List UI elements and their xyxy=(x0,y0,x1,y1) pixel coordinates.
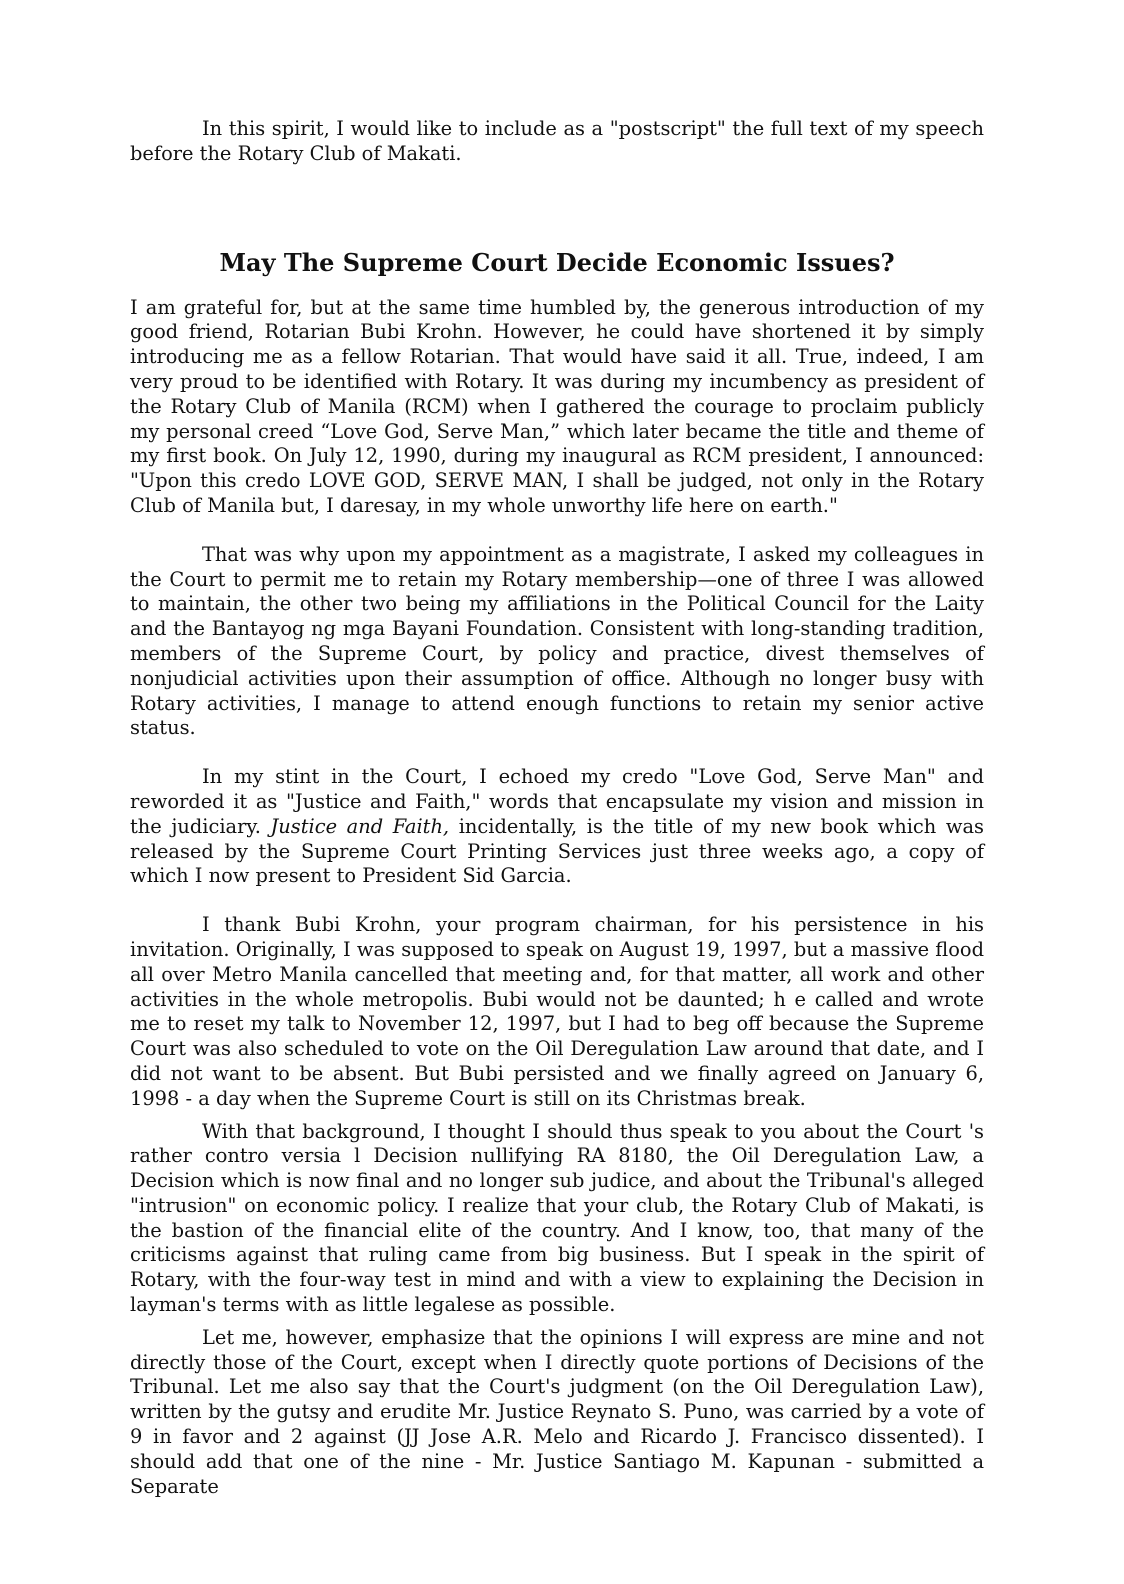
intro-paragraph: In this spirit, I would like to include as a "postscript" the full text of my speech before the Rotary Club of Makati. xyxy=(130,117,984,165)
paragraph-5: With that background, I thought I should thus speak to you about the Court 's rather contro versia l Decision nullifying RA 8180, the Oil Deregulation Law, a Decision which is now final and no longer sub judice, and about the Tribunal's alleged "intrusion" on economic policy. I realize that your club, the Rotary Club of Makati, is the bastion of the financial elite of the country. And I know, too, that many of the criticisms against that ruling came from big business. But I speak in the spirit of Rotary, with the four-way test in mind and with a view to explaining the Decision in layman's terms with as little legalese as possible. xyxy=(130,1119,984,1317)
paragraph-3-start: In my stint in the Court, I echoed my credo "Love God, Serve Man" and reworded it as "Justice and Faith," words that encapsulate my vision and mission in the judiciary. xyxy=(130,765,984,838)
paragraph-4: I thank Bubi Krohn, your program chairman, for his persistence in his invitation. Originally, I was supposed to speak on August 19, 1997, but a massive flood all over Metro Manila cancelled that meeting and, for that matter, all work and other activities in the whole metropolis. Bubi would not be daunted; h e called and wrote me to reset my talk to November 12, 1997, but I had to beg off because the Supreme Court was also scheduled to vote on the Oil Deregulation Law around that date, and I did not want to be absent. But Bubi persisted and we finally agreed on January 6, 1998 - a day when the Supreme Court is still on its Christmas break. xyxy=(130,913,984,1110)
book-title-italic: Justice and Faith, xyxy=(270,814,450,838)
paragraph-2: That was why upon my appointment as a magistrate, I asked my colleagues in the Court to permit me to retain my Rotary membership—one of three I was allowed to maintain, the other two being my affiliations in the Political Council for the Laity and the Bantayog ng mga Bayani Foundation. Consistent with long-standing tradition, members of the Supreme Court, by policy and practice, divest themselves of nonjudicial activities upon their assumption of office. Although no longer busy with Rotary activities, I manage to attend enough functions to retain my senior active status. xyxy=(130,542,984,740)
paragraph-3 xyxy=(130,765,984,889)
paragraph-1: I am grateful for, but at the same time humbled by, the generous introduction of my good friend, Rotarian Bubi Krohn. However, he could have shortened it by simply introducing me as a fellow Rotarian. That would have said it all. True, indeed, I am very proud to be identified with Rotary. It was during my incumbency as president of the Rotary Club of Manila (RCM) when I gathered the courage to proclaim publicly my personal creed “Love God, Serve Man,” which later became the title and theme of my first book. On July 12, 1990, during my inaugural as RCM president, I announced: "Upon this credo LOVE GOD, SERVE MAN, I shall be judged, not only in the Rotary Club of Manila but, I daresay, in my whole unworthy life here on earth." xyxy=(130,295,984,517)
paragraph-3-end: incidentally, is the title of my new book which was released by the Supreme Court Printing Services just three weeks ago, a copy of which I now present to President Sid Garcia. xyxy=(130,814,984,888)
document-page xyxy=(130,117,984,1499)
speech-title: May The Supreme Court Decide Economic Issues? xyxy=(219,247,895,277)
paragraph-6: Let me, however, emphasize that the opinions I will express are mine and not directly those of the Court, except when I directly quote portions of Decisions of the Tribunal. Let me also say that the Court's judgment (on the Oil Deregulation Law), written by the gutsy and erudite Mr. Justice Reynato S. Puno, was carried by a vote of 9 in favor and 2 against (JJ Jose A.R. Melo and Ricardo J. Francisco dissented). I should add that one of the nine - Mr. Justice Santiago M. Kapunan - submitted a Separate xyxy=(130,1325,984,1498)
